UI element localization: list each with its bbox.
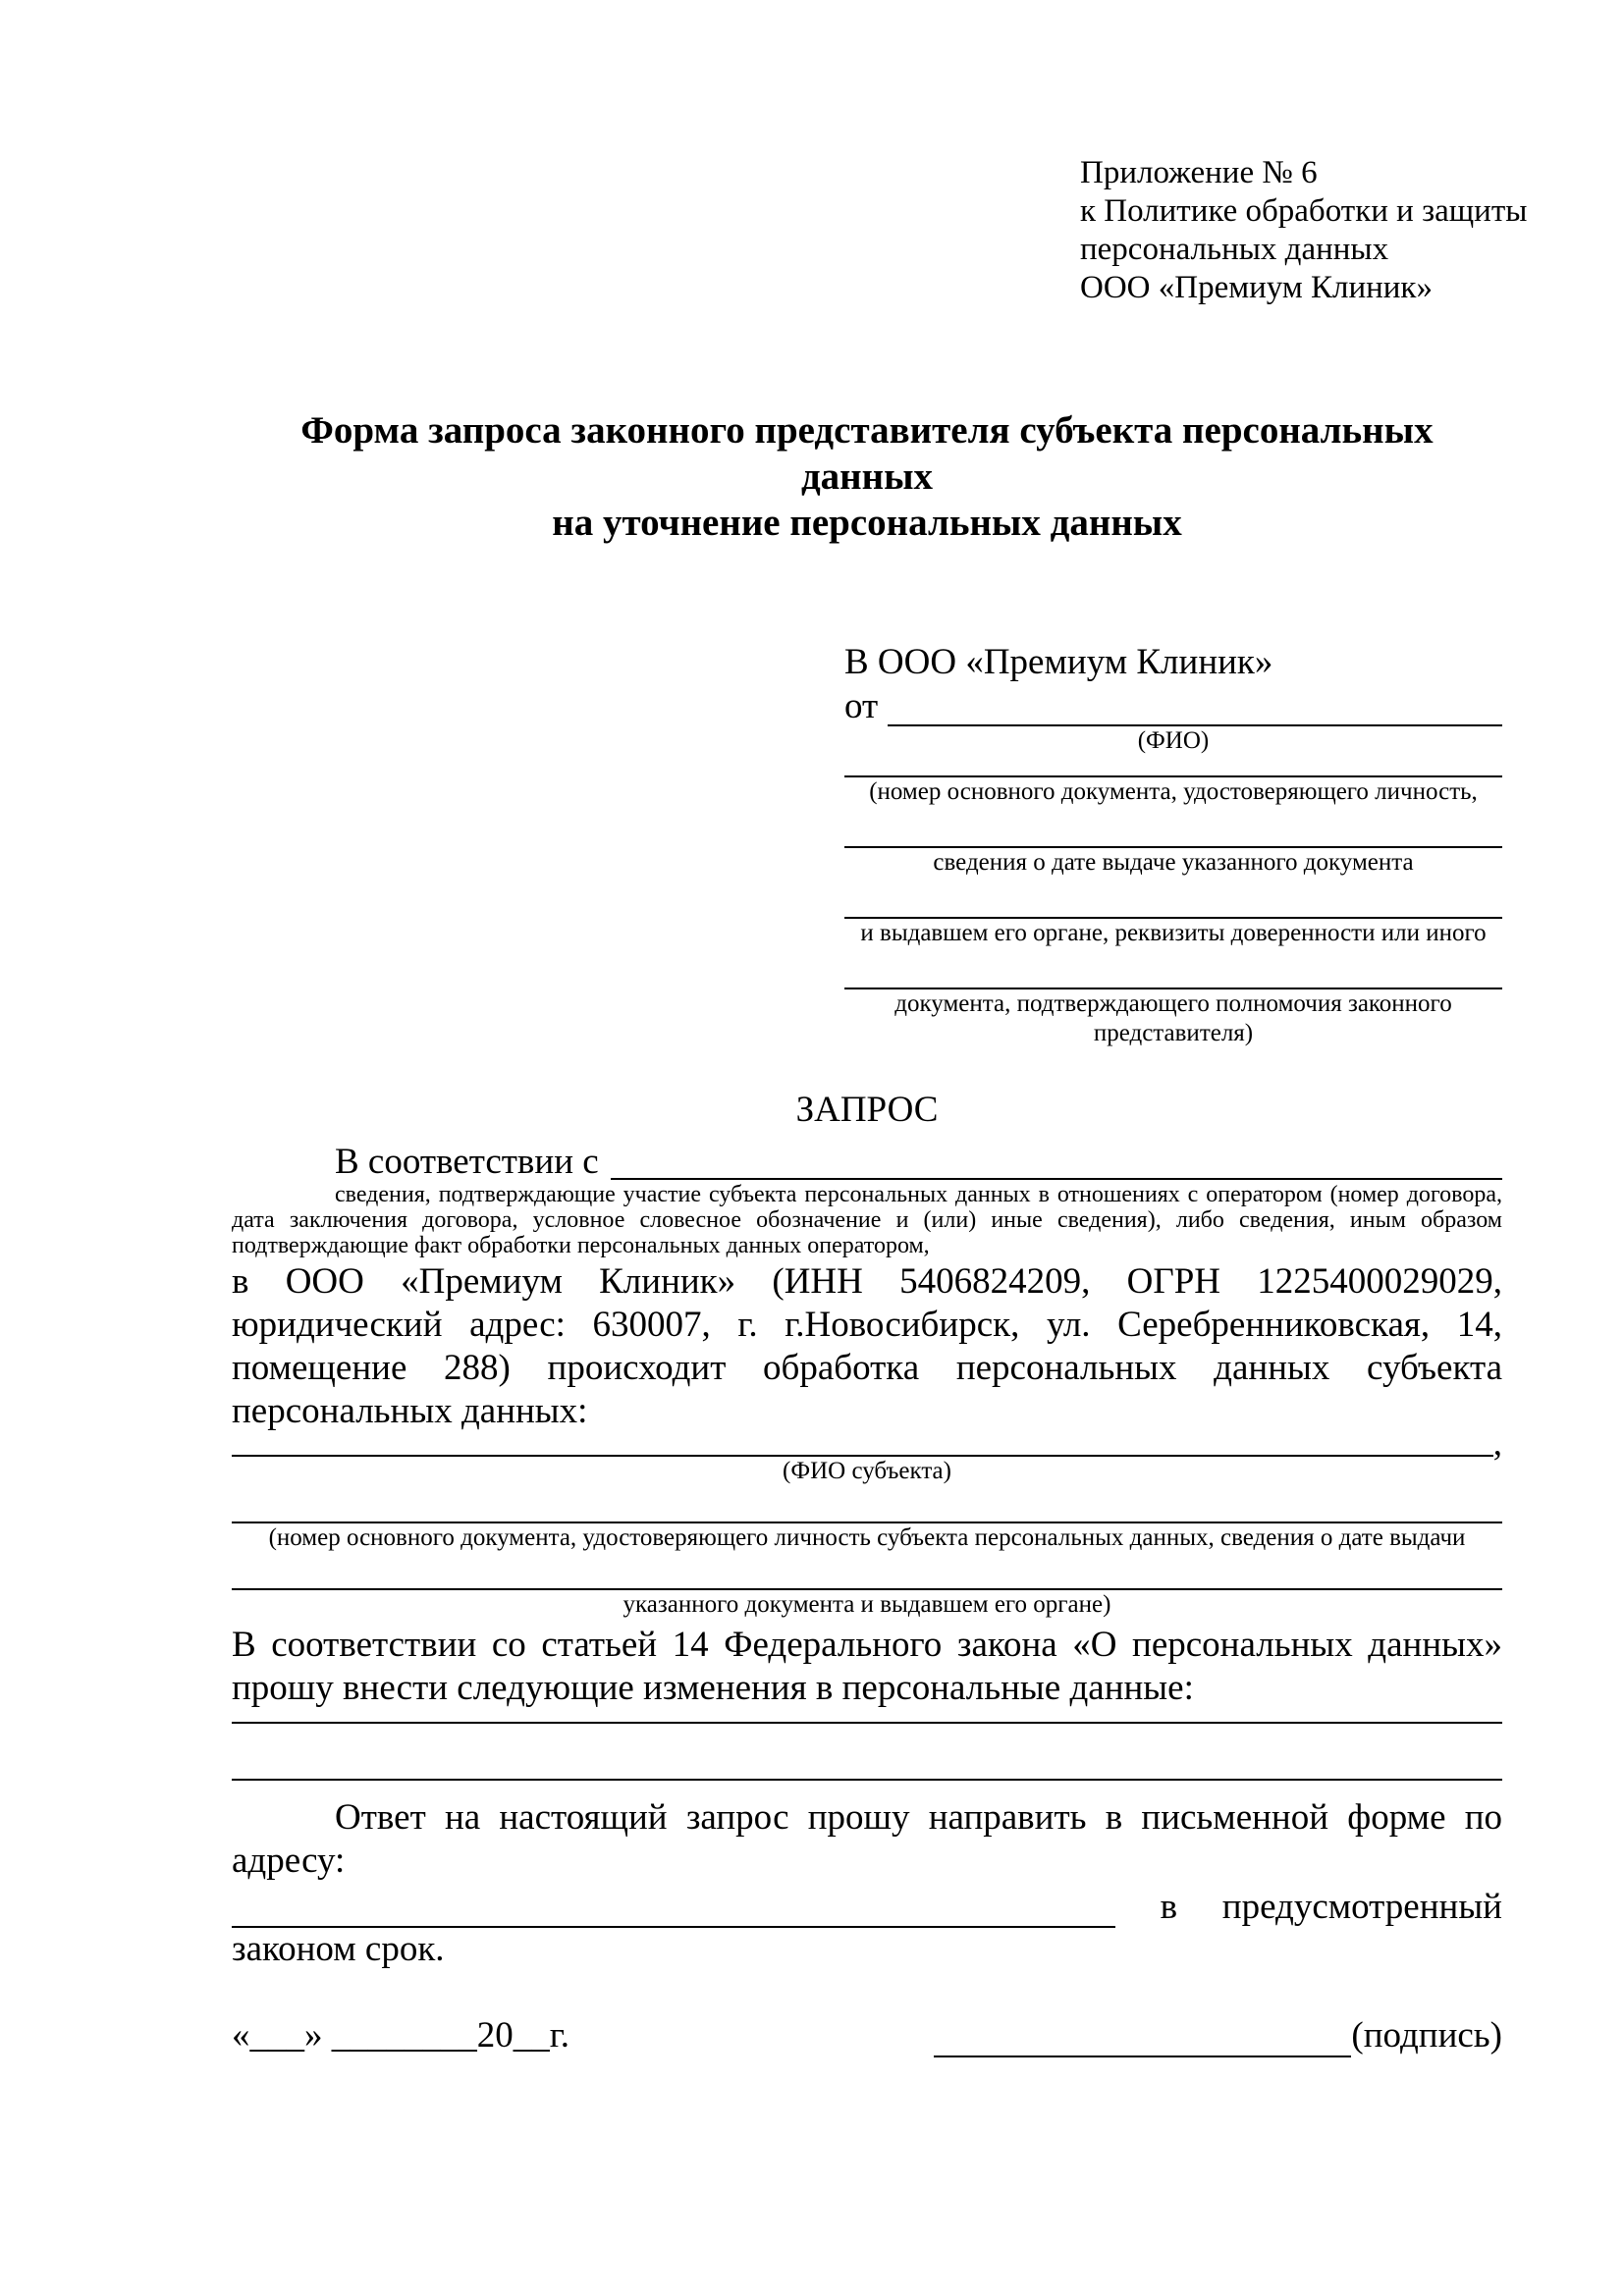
law-paragraph: В соответствии со статьей 14 Федерального закона «О персональных данных» прошу внести следующие изменения в персональные данные: — [232, 1625, 1502, 1708]
subject-doc-caption: (номер основного документа, удостоверяющего личность субъекта персональных данных, сведения о дате выдачи — [268, 1524, 1466, 1551]
representative-doc-blank-field — [844, 756, 1502, 777]
subject-fio-row — [232, 1423, 1502, 1464]
subject-doc-blank-field — [232, 1486, 1502, 1523]
operator-paragraph: в ООО «Премиум Клиник» (ИНН 5406824209, ОГРН 1225400029029, юридический адрес: 630007, г. г.Новосибирск, ул. Серебренниковская, 14, помещение 288) происходит обработка персональных данных субъекта персональных данных: — [232, 1261, 1502, 1431]
answer-tail: законом срок. — [232, 1929, 445, 1969]
appendix-line: персональных данных — [1080, 232, 1389, 267]
representative-doc-caption: (номер основного документа, удостоверяющего личность, — [869, 778, 1478, 805]
appendix-reference-block — [1080, 154, 1528, 307]
answer-intro: Ответ на настоящий запрос прошу направить в письменной форме по адресу: — [232, 1797, 1502, 1881]
addressee-block — [844, 642, 1502, 1048]
subject-doc-blank-field — [232, 1553, 1502, 1590]
signature-row — [232, 2010, 1502, 2057]
signature-blank-field — [934, 2016, 1351, 2057]
document-title-line1: Форма запроса законного представителя субъекта персональных данных — [300, 409, 1434, 498]
answer-address-blank-field — [232, 1887, 1115, 1928]
representative-doc-caption: документа, подтверждающего полномочия законного представителя) — [894, 990, 1452, 1046]
fio-caption: (ФИО) — [1137, 727, 1210, 754]
from-label: от — [844, 686, 879, 726]
date-blank-field: «___» ________20__г. — [232, 2015, 570, 2056]
representative-doc-caption: сведения о дате выдаче указанного документа — [933, 849, 1414, 876]
subject-fio-blank-field — [232, 1417, 1493, 1457]
subject-doc-caption: указанного документа и выдавшем его органе) — [623, 1591, 1111, 1618]
changes-blank-field — [232, 1779, 1502, 1781]
opening-text: В соответствии с — [335, 1142, 599, 1182]
appendix-line: Приложение № 6 — [1080, 155, 1318, 190]
signature-area — [934, 2014, 1502, 2057]
opening-row — [232, 1143, 1502, 1180]
appendix-line: к Политике обработки и защиты — [1080, 193, 1528, 229]
changes-blank-field — [232, 1722, 1502, 1724]
fio-blank-field — [888, 687, 1502, 726]
basis-footnote: сведения, подтверждающие участие субъекта персональных данных в отношениях с оператором (номер договора, дата заключения договора, условное словесное обозначение и (или) иные сведения), либо сведения, иным образом подтверждающие факт обработки персональных данных оператором, — [232, 1182, 1502, 1258]
representative-doc-caption: и выдавшем его органе, реквизиты доверенности или иного — [860, 920, 1487, 946]
representative-doc-blank-field — [844, 807, 1502, 848]
request-heading: ЗАПРОС — [795, 1090, 939, 1130]
signature-caption: (подпись) — [1351, 2015, 1502, 2056]
answer-mid-word: предусмотренный — [1221, 1887, 1502, 1927]
subject-fio-caption: (ФИО субъекта) — [783, 1458, 951, 1484]
answer-mid-word: в — [1160, 1887, 1178, 1927]
addressee-organization: В ООО «Премиум Клиник» — [844, 642, 1273, 682]
subject-fio-comma: , — [1492, 1423, 1502, 1464]
appendix-line: ООО «Премиум Клиник» — [1080, 270, 1433, 305]
representative-doc-blank-field — [844, 878, 1502, 919]
from-row — [844, 683, 1502, 726]
representative-doc-blank-field — [844, 948, 1502, 989]
document-title-line2: на уточнение персональных данных — [552, 502, 1182, 544]
basis-blank-field — [611, 1141, 1502, 1180]
document-title — [232, 407, 1502, 546]
answer-address-row — [232, 1883, 1502, 1928]
